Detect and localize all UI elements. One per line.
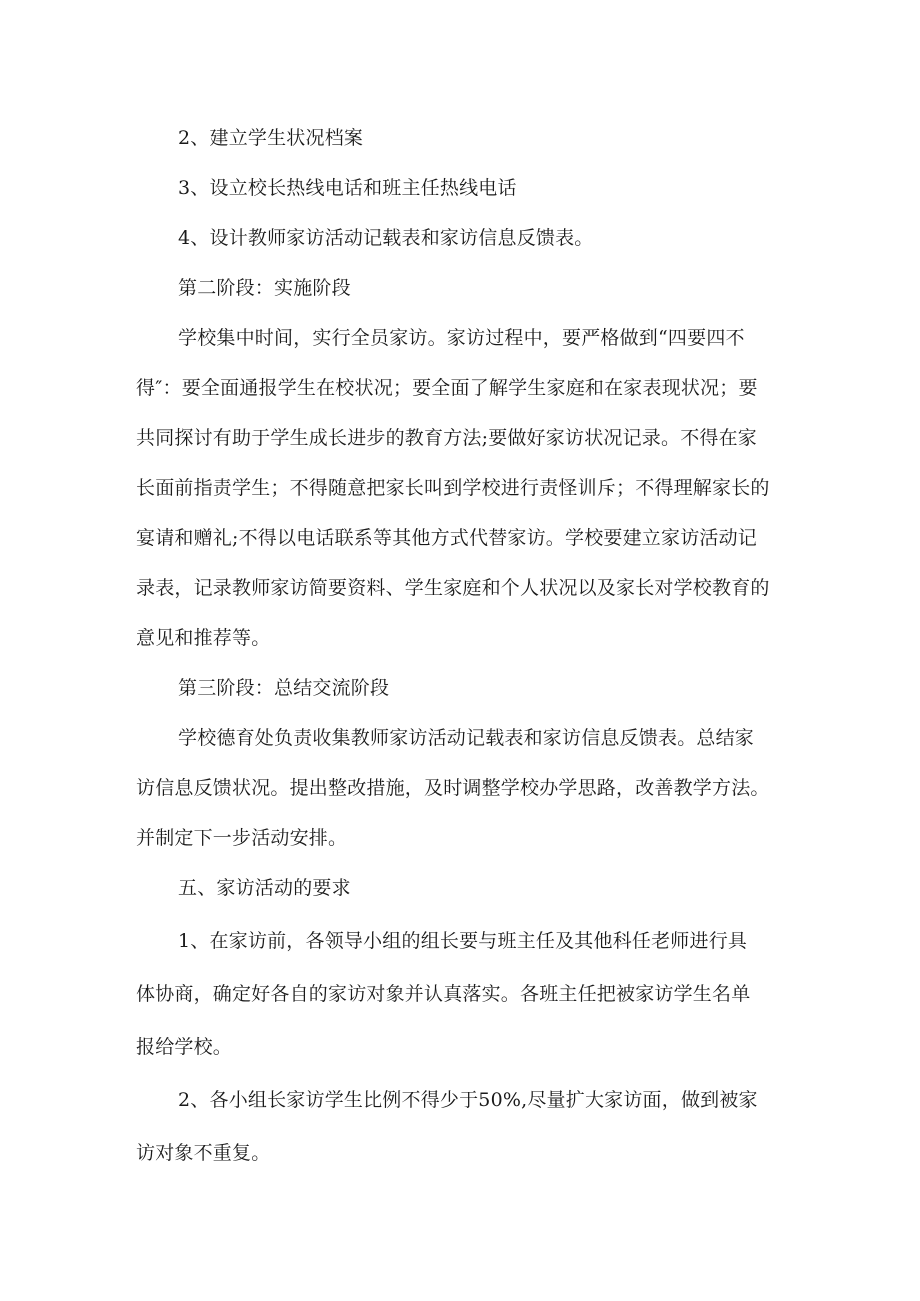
paragraph-line: 学校集中时间，实行全员家访。家访过程中，要严格做到“四要四不 (178, 327, 745, 349)
paragraph-line: 体协商，确定好各自的家访对象并认真落实。各班主任把被家访学生名单 (136, 983, 751, 1005)
paragraph-line: 2、各小组长家访学生比例不得少于50%,尽量扩大家访面，做到被家 (178, 1089, 758, 1111)
section-heading-stage-3: 第三阶段：总结交流阶段 (178, 677, 390, 699)
list-item-2: 2、建立学生状况档案 (178, 127, 364, 149)
paragraph-line: 学校德育处负责收集教师家访活动记载表和家访信息反馈表。总结家 (178, 727, 755, 749)
paragraph-line: 访对象不重复。 (136, 1142, 271, 1164)
paragraph-line: 报给学校。 (136, 1036, 233, 1058)
section-heading-stage-2: 第二阶段：实施阶段 (178, 277, 351, 299)
paragraph-line: 并制定下一步活动安排。 (136, 827, 348, 849)
paragraph-line: 录表，记录教师家访简要资料、学生家庭和个人状况以及家长对学校教育的 (136, 577, 770, 599)
paragraph-line: 宴请和赠礼;不得以电话联系等其他方式代替家访。学校要建立家访活动记 (136, 527, 758, 549)
paragraph-line: 1、在家访前，各领导小组的组长要与班主任及其他科任老师进行具 (178, 930, 748, 952)
paragraph-line: 访信息反馈状况。提出整改措施，及时调整学校办学思路，改善教学方法。 (136, 777, 770, 799)
paragraph-line: 意见和推荐等。 (136, 627, 271, 649)
paragraph-line: 得″：要全面通报学生在校状况；要全面了解学生家庭和在家表现状况；要 (136, 377, 758, 399)
list-item-3: 3、设立校长热线电话和班主任热线电话 (178, 177, 517, 199)
list-item-4: 4、设计教师家访活动记载表和家访信息反馈表。 (178, 227, 594, 249)
paragraph-line: 共同探讨有助于学生成长进步的教育方法;要做好家访状况记录。不得在家 (136, 427, 758, 449)
section-heading-requirements: 五、家访活动的要求 (178, 877, 351, 899)
paragraph-line: 长面前指责学生；不得随意把家长叫到学校进行责怪训斥；不得理解家长的 (136, 477, 770, 499)
